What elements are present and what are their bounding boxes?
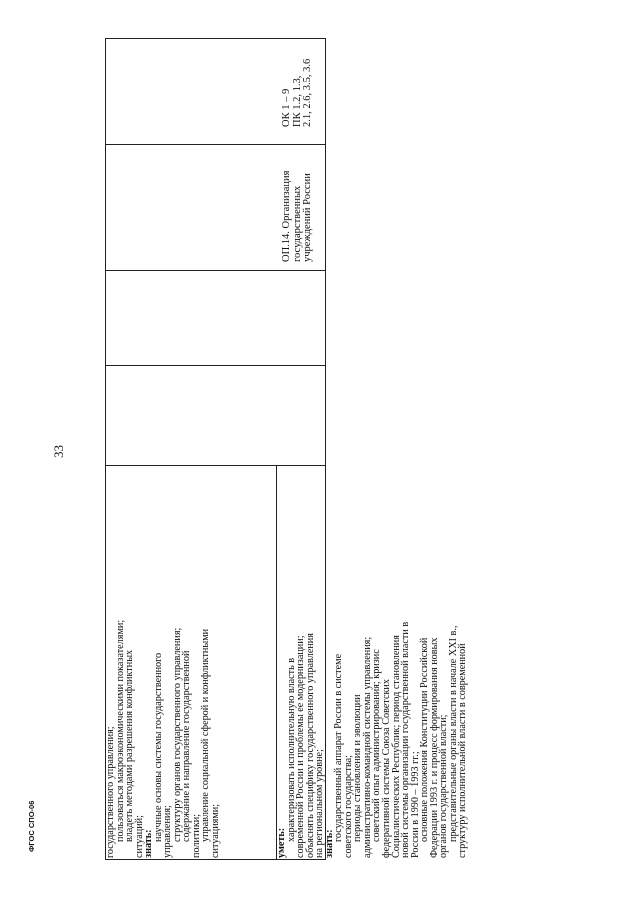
content-lower-line: органов государственной власти; — [438, 714, 450, 858]
content-lower-line: уметь: — [276, 827, 287, 858]
content-upper-line: ситуациями; — [210, 803, 222, 858]
content-lower-line: характеризовать исполнительную власть в — [285, 657, 297, 842]
content-upper-line: пользоваться макроэкономическими показателями; — [114, 619, 126, 842]
footer-label: ФГОС СПО-06 — [27, 800, 36, 852]
content-lower-line: федеративной системы Союза Советских — [381, 679, 393, 858]
content-lower-line: советский опыт администрирования; кризис — [371, 649, 383, 842]
content-upper-line: владеть методами разрешения конфликтных — [124, 649, 136, 842]
discipline-line-2: государственных — [291, 185, 303, 262]
content-upper-line: управления; — [162, 805, 174, 858]
content-lower-line: административно-командной системы управления; — [361, 636, 373, 858]
content-upper-line: управление социальной сферой и конфликтными — [200, 628, 212, 842]
table-top-border — [105, 38, 326, 39]
column-divider-3 — [105, 365, 326, 366]
content-lower-line: на региональном уровне; — [314, 749, 326, 858]
content-lower-line: новой системы организации государственной власти в — [400, 621, 412, 858]
column-divider-4 — [105, 465, 326, 466]
content-lower-line: основные положения Конституции Российской — [419, 637, 431, 842]
competency-line-1: ОК 1 – 9 — [281, 88, 292, 127]
content-upper-line: политики; — [190, 813, 202, 858]
competency-line-3: 2.1, 2.6, 3.5, 3.6 — [302, 58, 313, 127]
content-lower-line: Федерации 1993 г. и процесс формирования новых — [428, 637, 440, 858]
page-number: 33 — [51, 445, 66, 458]
content-upper-line: ситуаций; — [133, 815, 145, 858]
content-lower-line: советского государства; — [342, 755, 354, 858]
content-lower-line: Социалистических Республик; период становления — [390, 635, 402, 858]
content-upper-line: содержание и направление государственной — [181, 650, 193, 842]
content-lower-line: России в 1990 – 1993 гг.; — [409, 751, 421, 858]
content-cell-lower — [277, 622, 468, 858]
content-lower-line: периоды становления и эволюции — [352, 694, 364, 842]
content-upper-line: знать: — [143, 829, 155, 858]
content-upper-line: научные основы системы государственного — [152, 652, 164, 842]
competency-line-2: ПК 1.2, 1.3, — [291, 75, 303, 127]
content-lower-line: государственный аппарат России в системе — [333, 653, 345, 842]
discipline-line-3: учреждений России — [302, 173, 313, 262]
discipline-cell — [282, 171, 314, 262]
content-upper-line: структуру органов государственного управления; — [171, 627, 183, 842]
column-divider-1 — [105, 144, 326, 145]
content-lower-line: объяснять специфику государственного управления — [304, 633, 316, 858]
content-cell-upper — [106, 620, 221, 858]
discipline-line-1: ОП.14. Организация — [281, 170, 292, 262]
content-lower-line: структуру исполнительной власти в современной — [457, 643, 469, 858]
competencies-cell — [282, 59, 314, 127]
content-lower-line: знать: — [323, 829, 335, 858]
content-lower-line: современной России и проблемы ее модернизации; — [295, 635, 307, 858]
content-lower-line: представительные органы власти в начале XXI в., — [447, 625, 459, 842]
table-bottom-border — [105, 859, 326, 860]
content-upper-line: государственного управления; — [105, 726, 116, 858]
column-divider-2 — [105, 270, 326, 271]
